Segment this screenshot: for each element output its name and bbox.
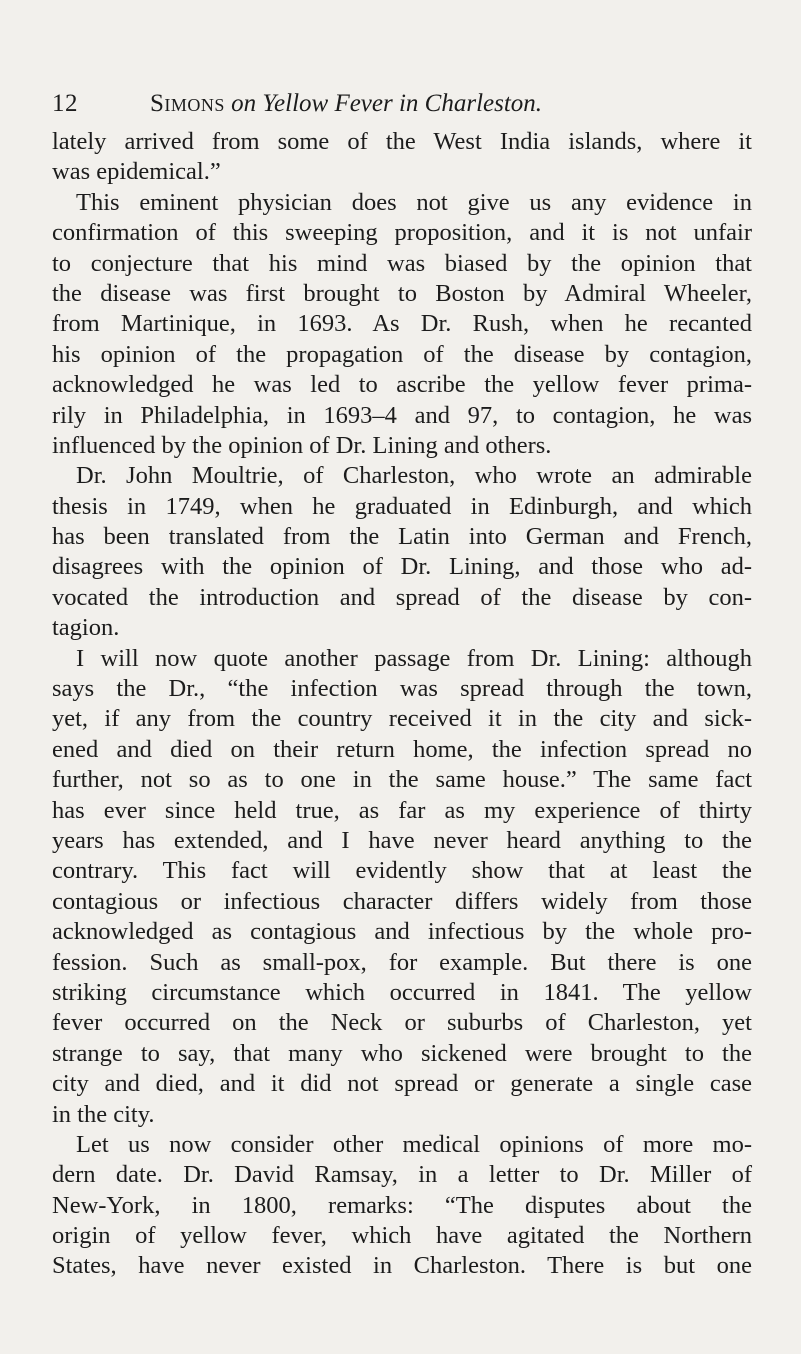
text-line: tagion. bbox=[52, 614, 120, 642]
running-title bbox=[150, 88, 542, 120]
text-line: years has extended, and I have never heard anything to the bbox=[52, 826, 752, 854]
text-line: contrary. This fact will evidently show that at least the bbox=[52, 857, 752, 885]
text-line: disagrees with the opinion of Dr. Lining, and those who ad- bbox=[52, 553, 752, 581]
text-line: Let us now consider other medical opinions of more mo- bbox=[76, 1130, 752, 1158]
running-title-rest: on Yellow Fever in Charleston. bbox=[231, 90, 543, 117]
text-line: dern date. Dr. David Ramsay, in a letter to Dr. Miller of bbox=[52, 1161, 752, 1189]
text-line: acknowledged he was led to ascribe the yellow fever prima- bbox=[52, 371, 752, 399]
text-line: Dr. John Moultrie, of Charleston, who wrote an admirable bbox=[76, 462, 752, 490]
text-line: States, have never existed in Charleston. There is but one bbox=[52, 1252, 752, 1280]
text-line: strange to say, that many who sickened were brought to the bbox=[52, 1039, 752, 1067]
text-line: fever occurred on the Neck or suburbs of Charleston, yet bbox=[52, 1009, 752, 1037]
text-line: I will now quote another passage from Dr. Lining: although bbox=[76, 644, 752, 672]
text-line: contagious or infectious character differs widely from those bbox=[52, 887, 752, 915]
text-line: the disease was first brought to Boston by Admiral Wheeler, bbox=[52, 279, 752, 307]
text-line: ened and died on their return home, the infection spread no bbox=[52, 735, 752, 763]
page-number: 12 bbox=[52, 90, 78, 117]
body-text bbox=[52, 127, 752, 1282]
text-line: his opinion of the propagation of the disease by contagion, bbox=[52, 340, 752, 368]
text-line: influenced by the opinion of Dr. Lining and others. bbox=[52, 431, 552, 459]
text-line: has ever since held true, as far as my experience of thirty bbox=[52, 796, 752, 824]
text-line: thesis in 1749, when he graduated in Edinburgh, and which bbox=[52, 492, 752, 520]
text-line: from Martinique, in 1693. As Dr. Rush, when he recanted bbox=[52, 310, 752, 338]
text-line: acknowledged as contagious and infectious by the whole pro- bbox=[52, 918, 752, 946]
text-line: New-York, in 1800, remarks: “The disputes about the bbox=[52, 1191, 752, 1219]
running-head bbox=[52, 88, 752, 120]
text-line: was epidemical.” bbox=[52, 158, 221, 186]
text-line: says the Dr., “the infection was spread through the town, bbox=[52, 675, 752, 703]
running-title-author: Simons bbox=[150, 90, 225, 117]
text-line: vocated the introduction and spread of the disease by con- bbox=[52, 583, 752, 611]
text-line: in the city. bbox=[52, 1100, 155, 1128]
text-line: yet, if any from the country received it in the city and sick- bbox=[52, 705, 752, 733]
text-line: city and died, and it did not spread or generate a single case bbox=[52, 1070, 752, 1098]
text-line: lately arrived from some of the West India islands, where it bbox=[52, 128, 752, 155]
text-line: origin of yellow fever, which have agitated the Northern bbox=[52, 1222, 752, 1250]
text-line: further, not so as to one in the same house.” The same fact bbox=[52, 766, 752, 794]
text-line: has been translated from the Latin into German and French, bbox=[52, 523, 752, 551]
text-line: fession. Such as small-pox, for example. But there is one bbox=[52, 948, 752, 976]
text-line: This eminent physician does not give us any evidence in bbox=[76, 188, 752, 216]
text-line: rily in Philadelphia, in 1693–4 and 97, to contagion, he was bbox=[52, 401, 752, 429]
text-line: confirmation of this sweeping proposition, and it is not unfair bbox=[52, 219, 752, 247]
text-line: striking circumstance which occurred in 1841. The yellow bbox=[52, 978, 752, 1006]
text-line: to conjecture that his mind was biased by the opinion that bbox=[52, 249, 752, 277]
